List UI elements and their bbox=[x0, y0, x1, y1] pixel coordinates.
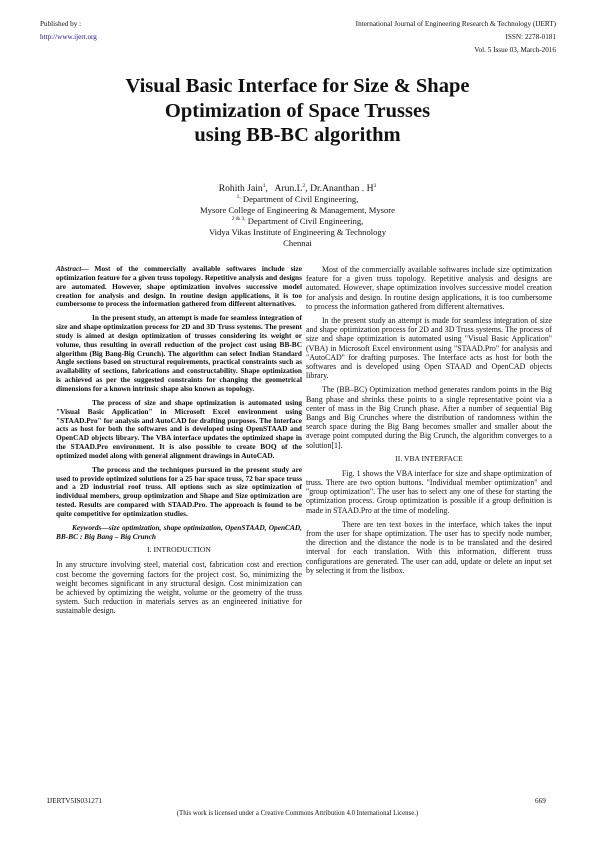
author-2-sup: 2 bbox=[302, 182, 306, 189]
title-line-3: using BB-BC algorithm bbox=[194, 124, 401, 146]
abstract-paragraph-1 bbox=[56, 265, 302, 309]
title-line-2: Optimization of Space Trusses bbox=[164, 99, 431, 122]
affiliation-2-line-2: Vidya Vikas Institute of Engineering & Technology bbox=[208, 227, 387, 237]
page-number: 669 bbox=[535, 797, 546, 805]
abstract-paragraph-2: In the present study, an attempt is made for seamless integration of size and shape optimization process for 2D and 3D Truss systems. The present study is aimed at design optimization of trusses considering its weight or volume, thus resulting in overall reduction of the project cost using BB-BC algorithm (Big Bang-Big Crunch). The algorithm can select Indian Standard Angle sections based on structural requirements, practical constraints such as availability of sections, fabrications and constructability. Shape optimization is achieved as per the suggested constraints for changing the geometrical dimensions for a known intrinsic shape also known as topology. bbox=[56, 313, 302, 393]
keywords-text: —size optimization, shape optimization, OpenSTAAD, OpenCAD, BB-BC : Big Bang – Big Crunch bbox=[56, 522, 302, 541]
journal-name: International Journal of Engineering Research & Technology (IJERT) bbox=[355, 20, 556, 28]
paper-id: IJERTV5IS031271 bbox=[47, 797, 103, 805]
intro-paragraph-1: In any structure involving steel, material cost, fabrication cost and erection cost become the governing factors for the project cost. So, minimizing the weight becomes significant in any structural design. Cost minimization can be achieved by optimizing the weight, volume or the geometry of the truss system. Such reduction in materials serves as an engineered initiative for sustainable design. bbox=[56, 560, 302, 616]
intro-paragraph-4: The (BB–BC) Optimization method generates random points in the Big Bang phase and shrinks these points to a single representative point via a center of mass in the Big Crunch phase. After a number of sequential Big Bangs and Big Crunches where the distribution of randomness within the search space during the Big Bang becomes smaller and smaller about the average point computed during the Big Crunch, the algorithm converges to a solution[1]. bbox=[306, 385, 552, 450]
intro-paragraph-3: In the present study an attempt is made for seamless integration of size and shape optimization process for 2D and 3D Truss systems. The process of size and shape optimization is automated using "Visual Basic Application" (VBA) in Microsoft Excel environment using "STAAD.Pro" for analysis and "AutoCAD" for drafting purposes. The Interface acts as host for both the softwares and is developed using Open STAAD and OpenCAD objects library. bbox=[306, 316, 552, 381]
affiliation-1-line-2: Mysore College of Engineering & Management, Mysore bbox=[200, 205, 395, 215]
vba-paragraph-1: Fig. 1 shows the VBA interface for size and shape optimization of truss. There are two option buttons. "Individual member optimization" and "group optimization". The user has to select any one of these for starting the optimization process. Group optimization is possible if a group definition is made in STAAD.Pro at the time of modeling. bbox=[306, 468, 552, 515]
affiliation-1-sup: 1, bbox=[236, 194, 241, 201]
keywords bbox=[56, 524, 302, 542]
journal-issn: ISSN: 2278-0181 bbox=[505, 33, 556, 41]
left-column bbox=[56, 265, 302, 621]
affiliation-1-dept: Department of Civil Engineering, bbox=[240, 194, 359, 204]
vba-paragraph-2: There are ten text boxes in the interface, which takes the input from the user for shape optimization. The user has to specify node number, the direction and the distance the node is to be translated and the desired interval for each translation. With this information, different truss configurations are generated. The user can add, update or delete an input set by selecting it from the listbox. bbox=[306, 519, 552, 575]
publisher-label: Published by : bbox=[40, 20, 82, 28]
abstract-label: Abstract bbox=[56, 264, 82, 273]
intro-paragraph-2: Most of the commercially available softwares include size optimization feature for a given truss topology. Repetitive analysis and designs are automated. However, shape optimization involves successive model creation for analysis and design. In routine design applications, it is too cumbersome to process the information gathered from different alternatives. bbox=[306, 265, 552, 311]
affiliation-2-line-3: Chennai bbox=[283, 238, 312, 248]
affiliation-1-line-1 bbox=[100, 194, 495, 205]
abstract-text-1: — Most of the commercially available softwares include size optimization feature for a given truss topology. Repetitive analysis and designs are automated. However, shape optimization involves successive model creation for analysis and design. In routine design applications, it is too cumbersome to process the information gathered from different alternatives. bbox=[56, 264, 302, 309]
right-column bbox=[306, 265, 552, 580]
section-2-heading: II. VBA INTERFACE bbox=[395, 453, 463, 463]
affiliation-2-line-1 bbox=[100, 216, 495, 227]
abstract-paragraph-4: The process and the techniques pursued in the present study are used to provide optimized solutions for a 25 bar space truss, 72 bar space truss and a 2D industrial roof truss. All options such as size optimization of individual members, group optimization and Shape and Size optimization are tested. Results are compared with STAAD.Pro. The approach is found to be quite competitive for optimization studies. bbox=[56, 464, 302, 518]
journal-url-link[interactable]: http://www.ijert.org bbox=[40, 33, 97, 41]
author-1-sup: 1 bbox=[262, 182, 266, 189]
author-names: Rohith Jain$^1$, $Arun.L^2$, Dr.Ananthan . $H^3$ bbox=[218, 182, 377, 194]
affiliation-2-sup: 2 & 3, bbox=[231, 216, 246, 223]
license-notice: (This work is licensed under a Creative Commons Attribution 4.0 International License.) bbox=[176, 810, 419, 817]
journal-volume: Vol. 5 Issue 03, March-2016 bbox=[474, 46, 556, 54]
author-block bbox=[100, 183, 495, 249]
affiliation-2-dept: Department of Civil Engineering, bbox=[245, 216, 364, 226]
paper-title bbox=[60, 74, 535, 148]
keywords-label: Keywords bbox=[72, 522, 102, 532]
title-line-1: Visual Basic Interface for Size & Shape bbox=[125, 75, 470, 97]
author-1: Rohith Jain bbox=[218, 183, 263, 194]
author-3-sup: 3 bbox=[373, 182, 377, 189]
abstract-paragraph-3: The process of size and shape optimization is automated using "Visual Basic Application" in Microsoft Excel environment using "STAAD.Pro" for analysis and AutoCAD for drafting purposes. The Interface acts as host for both the softwares and is developed using OpenSTAAD and OpenCAD objects library. The VBA interface updates the optimized shape in the STAAD.Pro environment. It is also possible to create BOQ of the optimized model along with general alignment drawings in AutoCAD. bbox=[56, 397, 302, 460]
author-3: Dr.Ananthan . H bbox=[310, 183, 374, 194]
section-1-heading: I. INTRODUCTION bbox=[147, 545, 211, 555]
author-2: Arun.L bbox=[274, 183, 303, 194]
